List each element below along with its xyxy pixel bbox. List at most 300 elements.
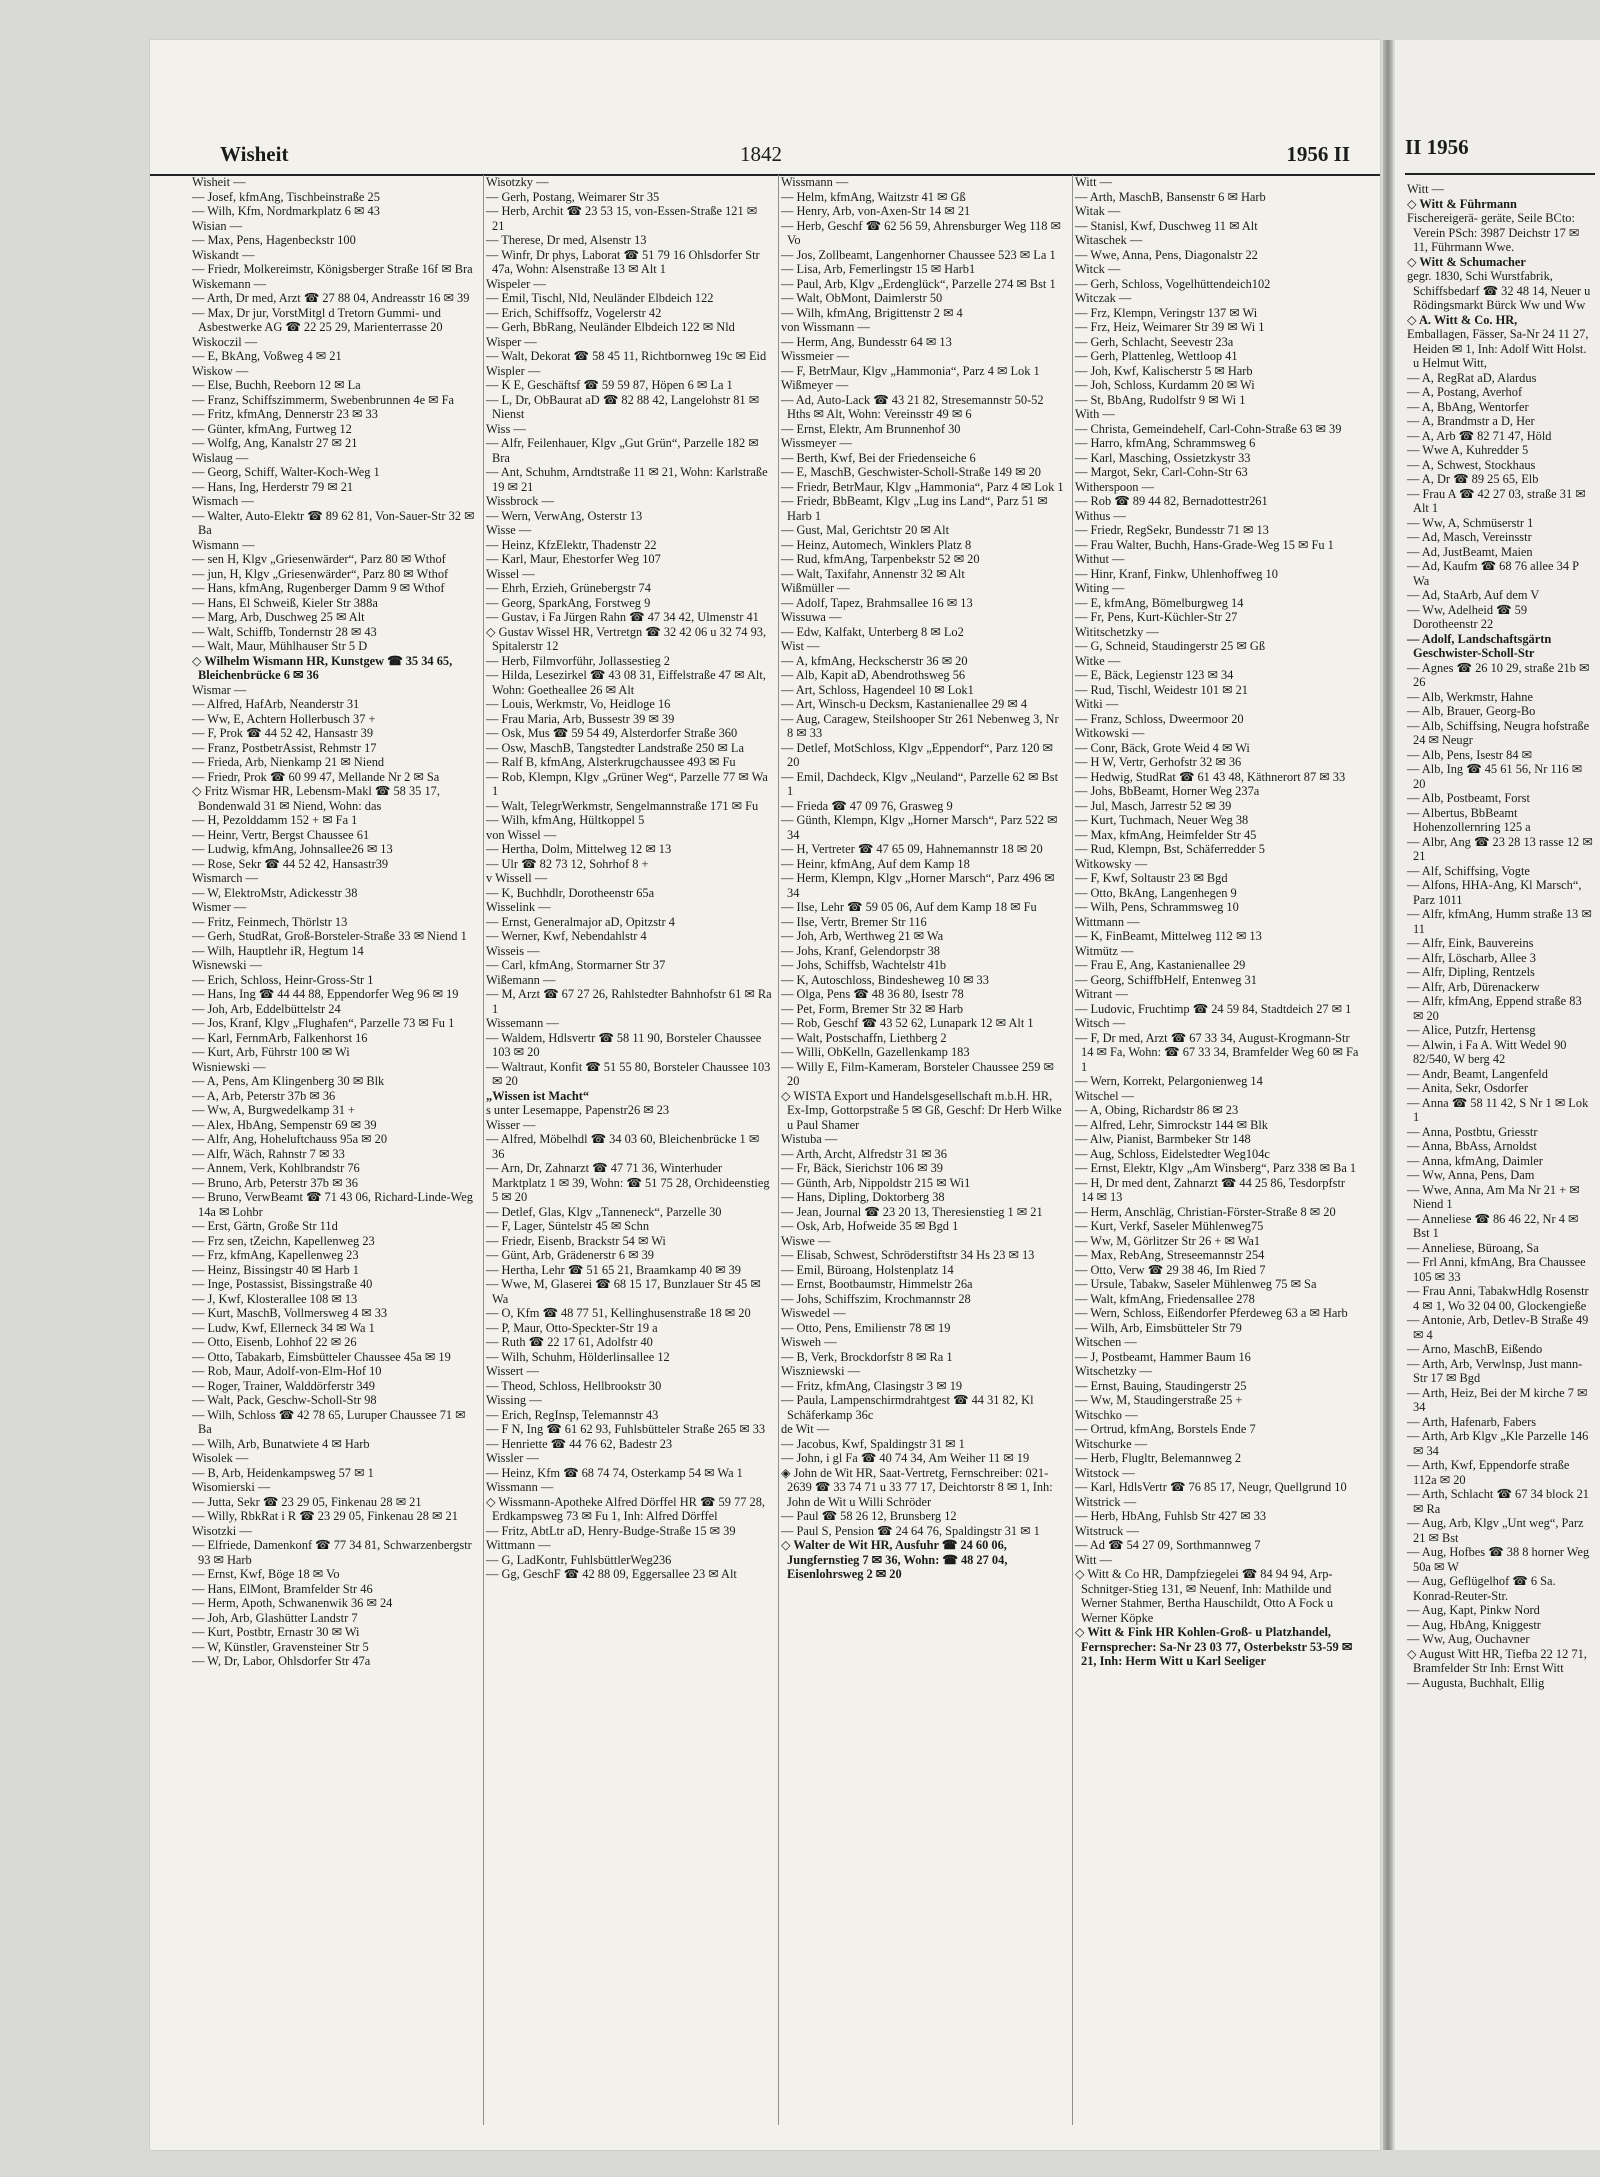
directory-entry: Wismarch —	[192, 871, 258, 885]
directory-entry: — Otto, Pens, Emilienstr 78 ✉ 19	[781, 1320, 951, 1335]
directory-entry: Witmütz —	[1075, 943, 1134, 958]
directory-entry: — Ad, JustBeamt, Maien	[1407, 544, 1533, 559]
directory-entry: — Frl Anni, kfmAng, Bra Chaussee 105 ✉ 33	[1407, 1255, 1586, 1284]
directory-entry: — Louis, Werkmstr, Vo, Heidloge 16	[486, 697, 671, 711]
directory-entry: — Wwe, Anna, Pens, Diagonalstr 22	[1075, 247, 1258, 262]
directory-entry: — Walt, Maur, Mühlhauser Str 5 D	[192, 639, 368, 653]
directory-entry: — Hans, Ing ☎ 44 44 88, Eppendorfer Weg 96 ✉ 19	[192, 987, 459, 1001]
directory-entry: Wismann —	[192, 537, 255, 552]
directory-entry: — Aug, Hofbes ☎ 38 8 horner Weg 50a ✉ W	[1407, 1545, 1590, 1574]
directory-entry: — Herm, Anschläg, Christian-Förster-Straße 8 ✉ 20	[1075, 1204, 1336, 1219]
directory-entry: Withus —	[1075, 508, 1126, 523]
directory-entry: — Arth, Schlacht ☎ 67 34 block 21 ✉ Ra	[1407, 1487, 1589, 1516]
directory-entry: Witck —	[1075, 262, 1121, 276]
directory-entry: — Alfr, Dipling, Rentzels	[1407, 965, 1535, 979]
directory-entry: — Wern, VerwAng, Osterstr 13	[486, 508, 643, 523]
directory-entry: Wisnewski —	[192, 958, 263, 972]
directory-entry: Wisolek —	[192, 1451, 249, 1465]
directory-entry: Wiss —	[486, 421, 526, 436]
directory-entry: — Fritz, kfmAng, Dennerstr 23 ✉ 33	[192, 407, 378, 421]
directory-entry: — Ilse, Vertr, Bremer Str 116	[781, 914, 927, 929]
directory-entry: — Wwe, M, Glaserei ☎ 68 15 17, Bunzlauer Str 45 ✉ Wa	[486, 1277, 761, 1306]
directory-page	[150, 40, 1380, 2150]
directory-entry: ◇ Wilhelm Wismann HR, Kunstgew ☎ 35 34 65, Bleichenbrücke 6 ✉ 36	[192, 653, 453, 682]
directory-entry: Wissler —	[486, 1451, 539, 1465]
directory-entry: — Ad, Kaufm ☎ 68 76 allee 34 P Wa	[1407, 559, 1579, 588]
directory-entry: — Alfr, Arb, Dürenackerw	[1407, 979, 1540, 994]
directory-entry: — St, BbAng, Rudolfstr 9 ✉ Wi 1	[1075, 392, 1246, 407]
directory-entry: — Hans, kfmAng, Rugenberger Damm 9 ✉ Wthof	[192, 581, 445, 595]
directory-entry: ◇ Witt & Führmann	[1407, 196, 1517, 211]
column-2	[483, 175, 778, 2125]
directory-entry: Wissmeier —	[781, 349, 849, 363]
directory-entry: — Ilse, Lehr ☎ 59 05 06, Auf dem Kamp 18 ✉ Fu	[781, 900, 1037, 914]
directory-entry: — Friedr, RegSekr, Bundesstr 71 ✉ 13	[1075, 523, 1269, 537]
directory-entry: — Alfr, Feilenhauer, Klgv „Gut Grün“, Parzelle 182 ✉ Bra	[486, 436, 759, 465]
directory-entry: — Aug, Kapt, Pinkw Nord	[1407, 1603, 1540, 1617]
directory-entry: — Heinz, KfzElektr, Thadenstr 22	[486, 537, 657, 552]
directory-entry: — Alwin, i Fa A. Witt Wedel 90 82/540, W berg 42	[1407, 1037, 1567, 1066]
directory-entry: Wittmann —	[486, 1538, 551, 1552]
directory-entry: — Osk, Mus ☎ 59 54 49, Alsterdorfer Straße 360	[486, 726, 738, 740]
directory-entry: — A, kfmAng, Heckscherstr 36 ✉ 20	[781, 653, 968, 668]
directory-entry: — Otto, BkAng, Langenhegen 9	[1075, 885, 1237, 900]
directory-entry: — Erich, Schloss, Heinr-Gross-Str 1	[192, 972, 374, 987]
directory-entry: — Herb, Flugltr, Belemannweg 2	[1075, 1451, 1242, 1465]
directory-entry: Wissing —	[486, 1393, 542, 1407]
directory-entry: — H W, Vertr, Gerhofstr 32 ✉ 36	[1075, 755, 1242, 769]
directory-entry: — Gustav, i Fa Jürgen Rahn ☎ 47 34 42, Ulmenstr 41	[486, 610, 759, 624]
directory-entry: — Johs, Schiffszim, Krochmannstr 28	[781, 1291, 971, 1306]
directory-entry: Witt —	[1075, 1552, 1113, 1567]
directory-entry: — Ww, Anna, Pens, Dam	[1407, 1168, 1535, 1182]
directory-entry: — Rob, Maur, Adolf-von-Elm-Hof 10	[192, 1364, 382, 1378]
directory-entry: — Günt, Arb, Grädenerstr 6 ✉ 39	[486, 1248, 654, 1262]
directory-entry: — Ernst, Kwf, Böge 18 ✉ Vo	[192, 1567, 340, 1581]
next-page-column	[1405, 182, 1595, 1690]
directory-entry: — Ww, A, Schmüserstr 1	[1407, 515, 1534, 530]
directory-entry: — Friedr, BbBeamt, Klgv „Lug ins Land“, Parz 51 ✉ Harb 1	[781, 494, 1048, 523]
directory-entry: — K, Autoschloss, Bindesheweg 10 ✉ 33	[781, 972, 989, 987]
directory-entry: — Heinz, Automech, Winklers Platz 8	[781, 537, 972, 552]
directory-entry: — A, Arb, Peterstr 37b ✉ 36	[192, 1088, 336, 1103]
directory-entry: — Aug, Caragew, Steilshooper Str 261 Nebenweg 3, Nr 8 ✉ 33	[781, 711, 1059, 740]
directory-entry: — Lisa, Arb, Femerlingstr 15 ✉ Harb1	[781, 262, 976, 276]
directory-entry: — E, BkAng, Voßweg 4 ✉ 21	[192, 349, 342, 363]
directory-entry: — Harro, kfmAng, Schrammsweg 6	[1075, 436, 1256, 450]
directory-entry: — Rud, Tischl, Weidestr 101 ✉ 21	[1075, 682, 1249, 697]
directory-entry: — Ludw, Kwf, Ellerneck 34 ✉ Wa 1	[192, 1320, 375, 1335]
directory-entry: — Günth, Arb, Nippoldstr 215 ✉ Wi1	[781, 1175, 971, 1190]
directory-entry: — W, ElektroMstr, Adickesstr 38	[192, 885, 358, 900]
directory-entry: Wiswedel —	[781, 1306, 846, 1320]
directory-entry: „Wissen ist Macht“	[486, 1088, 590, 1103]
directory-entry: — Margot, Sekr, Carl-Cohn-Str 63	[1075, 465, 1248, 479]
directory-entry: — A, Postang, Averhof	[1407, 385, 1523, 399]
directory-entry: — Alfr, Ang, Hoheluftchauss 95a ✉ 20	[192, 1132, 388, 1146]
directory-entry: — Hans, El Schweiß, Kieler Str 388a	[192, 595, 378, 610]
directory-entry: Wisper —	[486, 334, 537, 349]
directory-entry: Wititschetzky —	[1075, 624, 1159, 639]
directory-entry: — Olga, Pens ☎ 48 36 80, Isestr 78	[781, 987, 964, 1001]
directory-entry: — Johs, Schiffsb, Wachtelstr 41b	[781, 958, 947, 972]
directory-entry: — Anita, Sekr, Osdorfer	[1407, 1081, 1528, 1095]
directory-entry: — Ww, Aug, Ouchavner	[1407, 1632, 1530, 1646]
directory-entry: — H, Vertreter ☎ 47 65 09, Hahnemannstr 18 ✉ 20	[781, 842, 1043, 856]
directory-entry: Witki —	[1075, 697, 1119, 711]
directory-entry: — Gerh, Postang, Weimarer Str 35	[486, 189, 660, 204]
directory-entry: — Alfr, kfmAng, Eppend straße 83 ✉ 20	[1407, 994, 1582, 1023]
directory-entry: — Wilh, Schloss ☎ 42 78 65, Luruper Chaussee 71 ✉ Ba	[192, 1407, 466, 1436]
directory-entry: — Ralf B, kfmAng, Alsterkrugchaussee 493 ✉ Fu	[486, 755, 736, 769]
column-3	[778, 175, 1072, 2125]
directory-entry: — Wwe, Anna, Am Ma Nr 21 + ✉ Niend 1	[1407, 1182, 1580, 1211]
directory-entry: — Carl, kfmAng, Stormarner Str 37	[486, 958, 666, 972]
directory-entry: — Herb, Archit ☎ 23 53 15, von-Essen-Straße 121 ✉ 21	[486, 204, 758, 233]
directory-entry: — Alex, HbAng, Sempenstr 69 ✉ 39	[192, 1117, 377, 1132]
directory-entry: — Max, kfmAng, Heimfelder Str 45	[1075, 827, 1257, 842]
directory-entry: With —	[1075, 407, 1115, 421]
directory-entry: Witherspoon —	[1075, 479, 1154, 494]
directory-entry: — Ernst, Bauing, Staudingerstr 25	[1075, 1378, 1247, 1393]
directory-entry: — Agnes ☎ 26 10 29, straße 21b ✉ 26	[1407, 660, 1590, 689]
directory-entry: — Art, Schloss, Hagendeel 10 ✉ Lok1	[781, 682, 974, 697]
directory-entry: — Rob, Klempn, Klgv „Grüner Weg“, Parzelle 77 ✉ Wa 1	[486, 769, 768, 798]
directory-entry: — Ad, Auto-Lack ☎ 43 21 82, Stresemannstr 50-52 Hths ✉ Alt, Wohn: Vereinsstr 49 ✉ 6	[781, 392, 1044, 421]
directory-entry: — O, Kfm ☎ 48 77 51, Kellinghusenstraße 18 ✉ 20	[486, 1306, 751, 1320]
directory-entry: — Johs, Kranf, Gelendorpstr 38	[781, 943, 940, 958]
directory-entry: — Bruno, Arb, Peterstr 37b ✉ 36	[192, 1175, 358, 1190]
directory-entry: — Anna ☎ 58 11 42, S Nr 1 ✉ Lok 1	[1407, 1095, 1589, 1124]
directory-entry: — Henry, Arb, von-Axen-Str 14 ✉ 21	[781, 204, 971, 218]
directory-entry: — Anneliese, Büroang, Sa	[1407, 1240, 1539, 1255]
directory-entry: — Otto, Verw ☎ 29 38 46, Im Ried 7	[1075, 1262, 1266, 1277]
directory-entry: — Joh, Arb, Werthweg 21 ✉ Wa	[781, 929, 944, 943]
directory-entry: Wispeler —	[486, 276, 546, 291]
directory-entry: Wissert —	[486, 1364, 539, 1378]
directory-entry: — F, Dr med, Arzt ☎ 67 33 34, August-Krogmann-Str 14 ✉ Fa, Wohn: ☎ 67 33 34, Bramfelder Weg 60 ✉ Fa 1	[1075, 1030, 1359, 1074]
directory-entry: Wislaug —	[192, 450, 249, 465]
directory-entry: — Heinr, Vertr, Bergst Chaussee 61	[192, 827, 370, 842]
directory-entry: — Frau Anni, TabakwHdlg Rosenstr 4 ✉ 1, Wo 32 04 00, Glockengieße	[1407, 1284, 1589, 1313]
directory-entry: — Alf, Schiffsing, Vogte	[1407, 863, 1530, 878]
directory-entry: — Arth, Dr med, Arzt ☎ 27 88 04, Andreasstr 16 ✉ 39	[192, 291, 470, 305]
directory-entry: — Friedr, Molkereimstr, Königsberger Straße 16f ✉ Bra	[192, 262, 473, 276]
directory-entry: Emballagen, Fässer, Sa-Nr 24 11 27, Heiden ✉ 1, Inh: Adolf Witt Holst. u Helmut Witt,	[1407, 327, 1589, 370]
directory-entry: — Heinz, Kfm ☎ 68 74 74, Osterkamp 54 ✉ Wa 1	[486, 1465, 743, 1480]
directory-entry: — Alw, Pianist, Barmbeker Str 148	[1075, 1132, 1251, 1146]
directory-entry: — W, Dr, Labor, Ohlsdorfer Str 47a	[192, 1654, 371, 1668]
directory-entry: — Ad, Masch, Vereinsstr	[1407, 530, 1532, 544]
directory-entry: — Gerh, Schlacht, Seevestr 23a	[1075, 334, 1234, 349]
directory-entry: — Emil, Tischl, Nld, Neuländer Elbdeich 122	[486, 291, 714, 305]
directory-entry: — Joh, Schloss, Kurdamm 20 ✉ Wi	[1075, 378, 1255, 392]
directory-entry: — Joh, Arb, Glashütter Landstr 7	[192, 1610, 358, 1625]
directory-entry: — Aug, Geflügelhof ☎ 6 Sa. Konrad-Reuter-Str.	[1407, 1574, 1556, 1603]
directory-entry: — Frieda ☎ 47 09 76, Grasweg 9	[781, 798, 953, 813]
directory-entry: — Franz, Schiffszimmerm, Swebenbrunnen 4e ✉ Fa	[192, 392, 455, 407]
directory-entry: Wissemann —	[486, 1016, 559, 1030]
directory-entry: — Fr, Pens, Kurt-Küchler-Str 27	[1075, 610, 1238, 624]
directory-entry: Wispler —	[486, 363, 541, 378]
directory-entry: — Otto, Tabakarb, Eimsbütteler Chaussee 45a ✉ 19	[192, 1349, 451, 1364]
directory-entry: — Heinr, kfmAng, Auf dem Kamp 18	[781, 856, 970, 871]
directory-entry: — E, Bäck, Legienstr 123 ✉ 34	[1075, 668, 1234, 682]
directory-entry: — Alb, Postbeamt, Forst	[1407, 791, 1530, 805]
directory-entry: — Herm, Ang, Bundesstr 64 ✉ 13	[781, 334, 952, 349]
directory-entry: Withut —	[1075, 552, 1125, 566]
directory-entry: — A, Schwest, Stockhaus	[1407, 457, 1536, 472]
directory-entry: — Erst, Gärtn, Große Str 11d	[192, 1219, 338, 1233]
directory-entry: — E, kfmAng, Bömelburgweg 14	[1075, 595, 1244, 610]
directory-entry: — Alice, Putzfr, Hertensg	[1407, 1023, 1536, 1037]
directory-entry: — A, RegRat aD, Alardus	[1407, 370, 1537, 385]
directory-entry: — Marg, Arb, Duschweg 25 ✉ Alt	[192, 610, 365, 624]
directory-entry: Wisweh —	[781, 1335, 837, 1349]
directory-entry: Wisheit —	[192, 175, 246, 189]
directory-entry: Witstruck —	[1075, 1523, 1139, 1538]
directory-entry: — Franz, PostbetrAssist, Rehmstr 17	[192, 740, 377, 755]
directory-entry: — Rud, Klempn, Bst, Schäferredder 5	[1075, 842, 1265, 856]
directory-entry: ◇ Gustav Wissel HR, Vertretgn ☎ 32 42 06 u 32 74 93, Spitalerstr 12	[486, 624, 767, 653]
directory-entry: — Wern, Schloss, Eißendorfer Pferdeweg 63 a ✉ Harb	[1075, 1306, 1348, 1320]
directory-entry: — Willy, RbkRat i R ☎ 23 29 05, Finkenau 28 ✉ 21	[192, 1509, 458, 1523]
directory-entry: — Max, Pens, Hagenbeckstr 100	[192, 233, 356, 247]
directory-entry: — Walt, Dekorat ☎ 58 45 11, Richtbornweg 19c ✉ Eid	[486, 349, 767, 363]
directory-entry: — Frz sen, tZeichn, Kapellenweg 23	[192, 1233, 375, 1248]
directory-entry: — Willy E, Film-Kameram, Borsteler Chaussee 259 ✉ 20	[781, 1059, 1054, 1088]
directory-entry: ◇ Wissmann-Apotheke Alfred Dörffel HR ☎ 59 77 28, Erdkampsweg 73 ✉ Fu 1, Inh: Alfred Dörffel	[486, 1494, 766, 1523]
page-number: 1842	[740, 142, 782, 166]
directory-entry: — Arth, Archt, Alfredstr 31 ✉ 36	[781, 1146, 947, 1161]
directory-entry: — Conr, Bäck, Grote Weid 4 ✉ Wi	[1075, 740, 1250, 755]
directory-entry: — A, Obing, Richardstr 86 ✉ 23	[1075, 1103, 1239, 1117]
directory-entry: — A, Arb ☎ 82 71 47, Höld	[1407, 428, 1552, 443]
directory-entry: — Wwe A, Kuhredder 5	[1407, 443, 1529, 457]
directory-entry: — A, Brandmstr a D, Her	[1407, 414, 1535, 428]
directory-entry: Wiskow —	[192, 363, 249, 378]
directory-entry: Wisselink —	[486, 900, 551, 914]
directory-entry: — Alb, Brauer, Georg-Bo	[1407, 704, 1536, 718]
directory-entry: — Detlef, MotSchloss, Klgv „Eppendorf“, Parz 120 ✉ 20	[781, 740, 1053, 769]
directory-entry: Wißmeyer —	[781, 378, 849, 392]
column-1	[190, 175, 482, 2125]
directory-entry: — Adolf, Tapez, Brahmsallee 16 ✉ 13	[781, 595, 973, 610]
directory-entry: — Fritz, AbtLtr aD, Henry-Budge-Straße 15 ✉ 39	[486, 1523, 736, 1538]
directory-entry: Wissmann —	[781, 175, 849, 189]
directory-entry: — Alfr, Eink, Bauvereins	[1407, 936, 1534, 950]
directory-entry: Wist —	[781, 639, 820, 653]
directory-entry: Witschurke —	[1075, 1436, 1148, 1451]
directory-entry: — Frieda, Arb, Nienkamp 21 ✉ Niend	[192, 755, 385, 769]
directory-entry: — Ww, E, Achtern Hollerbusch 37 +	[192, 711, 376, 726]
directory-entry: — Frz, Klempn, Veringstr 137 ✉ Wi	[1075, 305, 1258, 320]
directory-entry: — Anna, Postbtu, Griesstr	[1407, 1124, 1538, 1139]
directory-entry: Wiskemann —	[192, 276, 267, 291]
directory-entry: — Waldem, Hdlsvertr ☎ 58 11 90, Borsteler Chaussee 103 ✉ 20	[486, 1030, 762, 1059]
directory-entry: — Rud, kfmAng, Tarpenbekstr 52 ✉ 20	[781, 552, 980, 566]
directory-entry: — Jul, Masch, Jarrestr 52 ✉ 39	[1075, 798, 1232, 813]
directory-entry: — Hertha, Dolm, Mittelweg 12 ✉ 13	[486, 842, 672, 856]
directory-entry: s unter Lesemappe, Papenstr26 ✉ 23	[486, 1103, 670, 1117]
directory-entry: — Arth, Hafenarb, Fabers	[1407, 1414, 1537, 1429]
directory-entry: — Josef, kfmAng, Tischbeinstraße 25	[192, 189, 380, 204]
directory-entry: Wissel —	[486, 566, 535, 581]
directory-entry: — Wilh, Arb, Eimsbütteler Str 79	[1075, 1320, 1242, 1335]
directory-entry: — Alfr, kfmAng, Humm straße 13 ✉ 11	[1407, 907, 1592, 936]
directory-entry: Witschko —	[1075, 1407, 1138, 1422]
directory-entry: — Pet, Form, Bremer Str 32 ✉ Harb	[781, 1001, 964, 1016]
directory-entry: — A, Dr ☎ 89 25 65, Elb	[1407, 472, 1539, 486]
directory-entry: Wisotzky —	[486, 175, 549, 189]
directory-entry: — Otto, Eisenb, Lohhof 22 ✉ 26	[192, 1335, 357, 1349]
directory-entry: — Alfons, HHA-Ang, Kl Marsch“, Parz 1011	[1407, 878, 1582, 907]
directory-entry: — Rob, Geschf ☎ 43 52 62, Lunapark 12 ✉ Alt 1	[781, 1016, 1034, 1030]
directory-entry: — Rose, Sekr ☎ 44 52 42, Hansastr39	[192, 856, 389, 871]
directory-entry: — Osw, MaschB, Tangstedter Landstraße 250 ✉ La	[486, 740, 744, 755]
directory-entry: — Arth, Arb, Verwlnsp, Just mann-Str 17 ✉ Bgd	[1407, 1356, 1583, 1385]
directory-entry: — Alb, Schiffsing, Neugra hofstraße 24 ✉ Neugr	[1407, 718, 1590, 747]
directory-entry: — Wern, Korrekt, Pelargonienweg 14	[1075, 1074, 1263, 1088]
directory-entry: — Frau A ☎ 42 27 03, straße 31 ✉ Alt 1	[1407, 486, 1586, 515]
directory-entry: ◈ John de Wit HR, Saat-Vertretg, Fernschreiber: 021-2639 ☎ 33 74 71 u 33 77 17, Deichtorstr 8 ✉ 1, Inh: John de Wit u Willi Schröder	[781, 1465, 1053, 1509]
directory-entry: — Walt, TelegrWerkmstr, Sengelmannstraße 171 ✉ Fu	[486, 798, 759, 813]
directory-entry: — Art, Winsch-u Decksm, Kastanienallee 29 ✉ 4	[781, 697, 1028, 711]
directory-entry: — Alfred, HafArb, Neanderstr 31	[192, 697, 360, 711]
directory-entry: — Jacobus, Kwf, Spaldingstr 31 ✉ 1	[781, 1436, 965, 1451]
directory-entry: — Walt, ObMont, Daimlerstr 50	[781, 291, 943, 305]
directory-entry: Wismer —	[192, 900, 247, 914]
page-header	[150, 132, 1380, 176]
directory-entry: — Herm, Apoth, Schwanenwik 36 ✉ 24	[192, 1596, 393, 1610]
directory-entry: — Frau Maria, Arb, Bussestr 39 ✉ 39	[486, 711, 675, 726]
next-page	[1395, 40, 1600, 2150]
directory-entry: — Arn, Dr, Zahnarzt ☎ 47 71 36, Winterhuder Marktplatz 1 ✉ 39, Wohn: ☎ 51 75 28, Orchideenstieg 5 ✉ 20	[486, 1161, 770, 1204]
directory-entry: — P, Maur, Otto-Speckter-Str 19 a	[486, 1320, 658, 1335]
directory-entry: Wissuwa —	[781, 610, 842, 624]
directory-entry: ◇ August Witt HR, Tiefba 22 12 71, Bramfelder Str Inh: Ernst Witt	[1407, 1646, 1587, 1675]
directory-entry: — Arth, Heiz, Bei der M kirche 7 ✉ 34	[1407, 1385, 1588, 1414]
directory-entry: — Alfred, Lehr, Simrockstr 144 ✉ Blk	[1075, 1117, 1268, 1132]
directory-entry: ◇ Witt & Schumacher	[1407, 254, 1526, 269]
directory-entry: — Jos, Zollbeamt, Langenhorner Chaussee 523 ✉ La 1	[781, 247, 1056, 262]
directory-entry: — Wolfg, Ang, Kanalstr 27 ✉ 21	[192, 436, 358, 450]
directory-entry: — Walt, Schiffb, Tondernstr 28 ✉ 43	[192, 624, 377, 639]
directory-entry: — Georg, SparkAng, Forstweg 9	[486, 595, 651, 610]
directory-entry: — Stanisl, Kwf, Duschweg 11 ✉ Alt	[1075, 218, 1258, 233]
directory-entry: Wiszniewski —	[781, 1364, 860, 1378]
directory-entry: — Ernst, Elektr, Klgv „Am Winsberg“, Parz 338 ✉ Ba 1	[1075, 1161, 1357, 1175]
directory-entry: — Franz, Schloss, Dweermoor 20	[1075, 711, 1244, 726]
directory-entry: Witstock —	[1075, 1465, 1135, 1480]
directory-entry: Witt —	[1075, 175, 1113, 189]
directory-entry: — F, BetrMaur, Klgv „Hammonia“, Parz 4 ✉ Lok 1	[781, 363, 1040, 378]
directory-entry: — F, Lager, Süntelstr 45 ✉ Schn	[486, 1219, 650, 1233]
directory-entry: Wiskandt —	[192, 247, 255, 262]
directory-entry: — Karl, HdlsVertr ☎ 76 85 17, Neugr, Quellgrund 10	[1075, 1480, 1347, 1494]
column-4	[1072, 175, 1366, 2125]
directory-entry: Wisse —	[486, 523, 532, 537]
directory-entry: — Erich, Schiffsoffz, Vogelerstr 42	[486, 305, 662, 320]
directory-entry: — Antonie, Arb, Detlev-B Straße 49 ✉ 4	[1407, 1313, 1589, 1342]
directory-entry: — Waltraut, Konfit ☎ 51 55 80, Borsteler Chaussee 103 ✉ 20	[486, 1059, 771, 1088]
directory-entry: — Georg, Schiff, Walter-Koch-Weg 1	[192, 465, 380, 479]
directory-entry: — Fritz, kfmAng, Clasingstr 3 ✉ 19	[781, 1378, 963, 1393]
directory-entry: — Ortrud, kfmAng, Borstels Ende 7	[1075, 1422, 1256, 1436]
directory-entry: — Theod, Schloss, Hellbrookstr 30	[486, 1378, 662, 1393]
directory-entry: — Johs, BbBeamt, Horner Weg 237a	[1075, 784, 1260, 798]
directory-entry: — Jean, Journal ☎ 23 20 13, Theresienstieg 1 ✉ 21	[781, 1204, 1043, 1219]
directory-entry: — Berth, Kwf, Bei der Friedenseiche 6	[781, 450, 976, 465]
directory-entry: — Wilh, Kfm, Nordmarkplatz 6 ✉ 43	[192, 204, 380, 218]
directory-entry: — L, Dr, ObBaurat aD ☎ 82 88 42, Langelohstr 81 ✉ Nienst	[486, 392, 760, 421]
directory-entry: — Wilh, Hauptlehr iR, Hegtum 14	[192, 943, 364, 958]
directory-entry: — Frz, Heiz, Weimarer Str 39 ✉ Wi 1	[1075, 320, 1265, 334]
directory-entry: Wißmüller —	[781, 581, 850, 595]
directory-entry: — Kurt, Tuchmach, Neuer Weg 38	[1075, 813, 1249, 827]
directory-entry: — Andr, Beamt, Langenfeld	[1407, 1066, 1548, 1081]
directory-entry: Wismach —	[192, 494, 254, 508]
directory-entry: — Winfr, Dr phys, Laborat ☎ 51 79 16 Ohlsdorfer Str 47a, Wohn: Alsenstraße 13 ✉ Alt 1	[486, 247, 760, 276]
directory-entry: — F N, Ing ☎ 61 62 93, Fuhlsbütteler Straße 265 ✉ 33	[486, 1422, 766, 1436]
directory-entry: — Herb, Geschf ☎ 62 56 59, Ahrensburger Weg 118 ✉ Vo	[781, 218, 1061, 247]
directory-entry: — Gg, GeschF ☎ 42 88 09, Eggersallee 23 ✉ Alt	[486, 1567, 737, 1581]
directory-entry: — Alb, Ing ☎ 45 61 56, Nr 116 ✉ 20	[1407, 762, 1583, 791]
directory-entry: Wisian —	[192, 218, 243, 233]
directory-entry: — Kurt, MaschB, Vollmersweg 4 ✉ 33	[192, 1306, 388, 1320]
directory-entry: — Hans, Dipling, Doktorberg 38	[781, 1190, 945, 1204]
directory-entry: — Gerh, BbRang, Neuländer Elbdeich 122 ✉ Nld	[486, 320, 735, 334]
directory-entry: — Emil, Büroang, Holstenplatz 14	[781, 1262, 954, 1277]
next-page-header	[1405, 135, 1595, 175]
directory-entry: Witsch —	[1075, 1016, 1126, 1030]
directory-entry: — Wilh, kfmAng, Brigittenstr 2 ✉ 4	[781, 305, 963, 320]
header-year-part: 1956 II	[1286, 142, 1350, 166]
directory-entry: — Albr, Ang ☎ 23 28 13 rasse 12 ✉ 21	[1407, 834, 1593, 863]
directory-entry: ◇ Witt & Fink HR Kohlen-Groß- u Platzhandel, Fernsprecher: Sa-Nr 23 03 77, Osterbekstr 53-59 ✉ 21, Inh: Herm Witt u Karl Seeliger	[1075, 1625, 1353, 1668]
directory-entry: Wisomierski —	[192, 1480, 271, 1494]
directory-entry: Wittmann —	[1075, 914, 1140, 929]
directory-entry: — Hinr, Kranf, Finkw, Uhlenhoffweg 10	[1075, 566, 1278, 581]
directory-entry: — Augusta, Buchhalt, Ellig	[1407, 1675, 1545, 1690]
directory-entry: — Ernst, Generalmajor aD, Opitzstr 4	[486, 914, 675, 929]
directory-entry: — Alfred, Möbelhdl ☎ 34 03 60, Bleichenbrücke 1 ✉ 36	[486, 1132, 760, 1161]
directory-entry: — Ad ☎ 54 27 09, Sorthmannweg 7	[1075, 1538, 1261, 1552]
directory-entry: — Ernst, Bootbaumstr, Himmelstr 26a	[781, 1277, 973, 1291]
directory-entry: — Friedr, Prok ☎ 60 99 47, Mellande Nr 2 ✉ Sa	[192, 769, 440, 784]
directory-entry: — Fritz, Feinmech, Thörlstr 13	[192, 914, 348, 929]
directory-entry: — W, Künstler, Gravensteiner Str 5	[192, 1639, 369, 1654]
directory-entry: — Hans, ElMont, Bramfelder Str 46	[192, 1581, 373, 1596]
directory-entry: — Wilh, Arb, Bunatwiete 4 ✉ Harb	[192, 1436, 370, 1451]
directory-entry: — Anna, kfmAng, Daimler	[1407, 1153, 1543, 1168]
directory-entry: Wismar —	[192, 682, 247, 697]
directory-entry: — Adolf, Landschaftsgärtn Geschwister-Scholl-Str	[1407, 631, 1552, 660]
directory-entry: — Gerh, Plattenleg, Wettloop 41	[1075, 349, 1238, 363]
directory-entry: — Ruth ☎ 22 17 61, Adolfstr 40	[486, 1335, 653, 1349]
directory-entry: Witkowsky —	[1075, 856, 1148, 871]
directory-entry: von Wissmann —	[781, 320, 870, 334]
directory-entry: — K E, Geschäftsf ☎ 59 59 87, Höpen 6 ✉ La 1	[486, 378, 733, 392]
directory-entry: — Walt, kfmAng, Friedensallee 278	[1075, 1291, 1255, 1306]
directory-entry: — Wilh, Pens, Schrammsweg 10	[1075, 900, 1239, 914]
directory-entry: — Alb, Pens, Isestr 84 ✉	[1407, 747, 1532, 762]
next-page-header-label: II 1956	[1405, 135, 1469, 159]
directory-entry: — Therese, Dr med, Alsenstr 13	[486, 233, 647, 247]
directory-entry: — John, i gl Fa ☎ 40 74 34, Am Weiher 11 ✉ 19	[781, 1451, 1030, 1465]
directory-entry: — Rob ☎ 89 44 82, Bernadottestr261	[1075, 494, 1268, 508]
directory-entry: — G, Schneid, Staudingerstr 25 ✉ Gß	[1075, 639, 1266, 653]
